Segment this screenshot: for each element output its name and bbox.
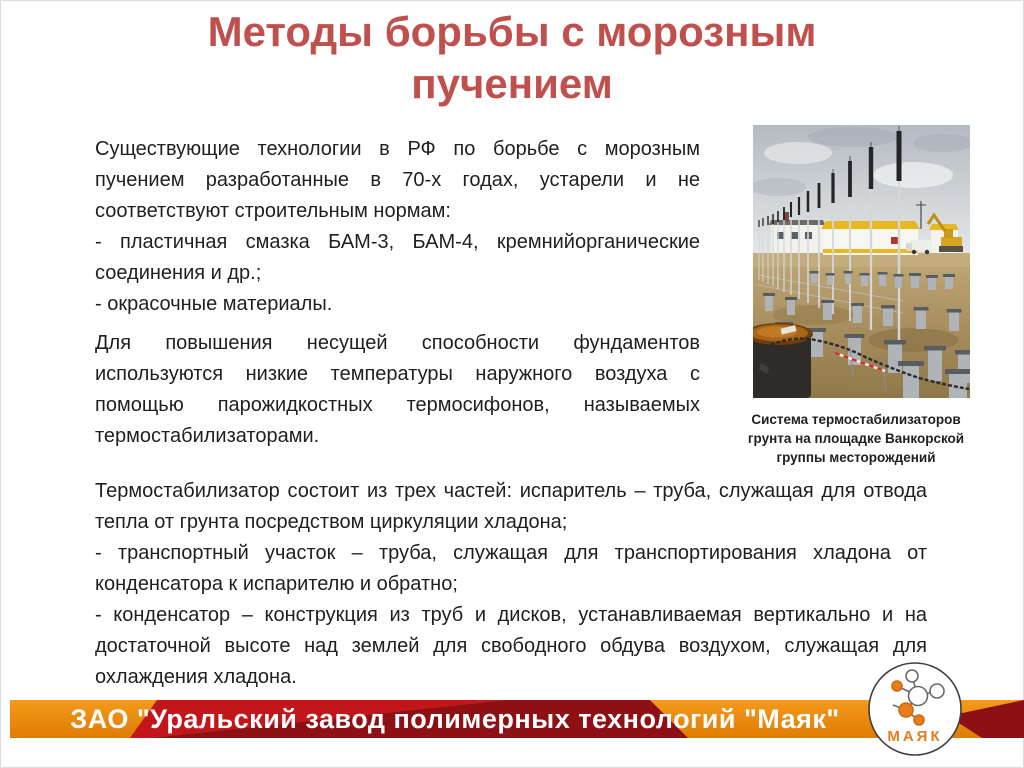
photo-caption: Система термостабилизаторов грунта на площадке Ванкорской группы месторождений (747, 412, 965, 465)
photo-foreground-barrel (753, 323, 813, 398)
slide-title (0, 6, 1024, 110)
site-photo (753, 125, 970, 398)
paragraph-text: Для повышения несущей способности фундаментов используются низкие температуры наружного воздуха с помощью парожидкостных термосифонов, называемых термостабилизаторами. (95, 332, 700, 447)
logo-text: МАЯК (887, 728, 943, 745)
bullet-item: - конденсатор – конструкция из труб и дисков, устанавливаемая вертикально и на достаточной высоте над землей для свободного обдува воздухом, служащая для охлаждения хладона. (95, 604, 927, 688)
paragraph-text: Термостабилизатор состоит из трех частей: испаритель – труба, служащая для отвода тепла от грунта посредством циркуляции хладона; (95, 480, 927, 533)
paragraph-bearing-capacity (95, 328, 700, 452)
footer-company-name: ЗАО "Уральский завод полимерных технологий "Маяк" (70, 704, 840, 734)
paragraph-thermostabilizer-parts (95, 476, 927, 693)
bullet-item: - пластичная смазка БАМ-3, БАМ-4, кремнийорганические соединения и др.; (95, 231, 700, 284)
bullet-item: - транспортный участок – труба, служащая для транспортирования хладона от конденсатора к испарителю и обратно; (95, 542, 927, 595)
slide-title-line1: Методы борьбы с морозным (207, 8, 817, 55)
paragraph-text: Существующие технологии в РФ по борьбе с морозным пучением разработанные в 70-х годах, устарели и не соответствуют строительным нормам: (95, 138, 700, 222)
slide-title-line2: пучением (411, 60, 613, 107)
site-photo-illustration (753, 125, 970, 398)
bullet-item: - окрасочные материалы. (95, 293, 333, 315)
company-logo (866, 660, 964, 758)
mayak-logo-icon (866, 660, 964, 758)
paragraph-existing-technologies (95, 134, 700, 320)
